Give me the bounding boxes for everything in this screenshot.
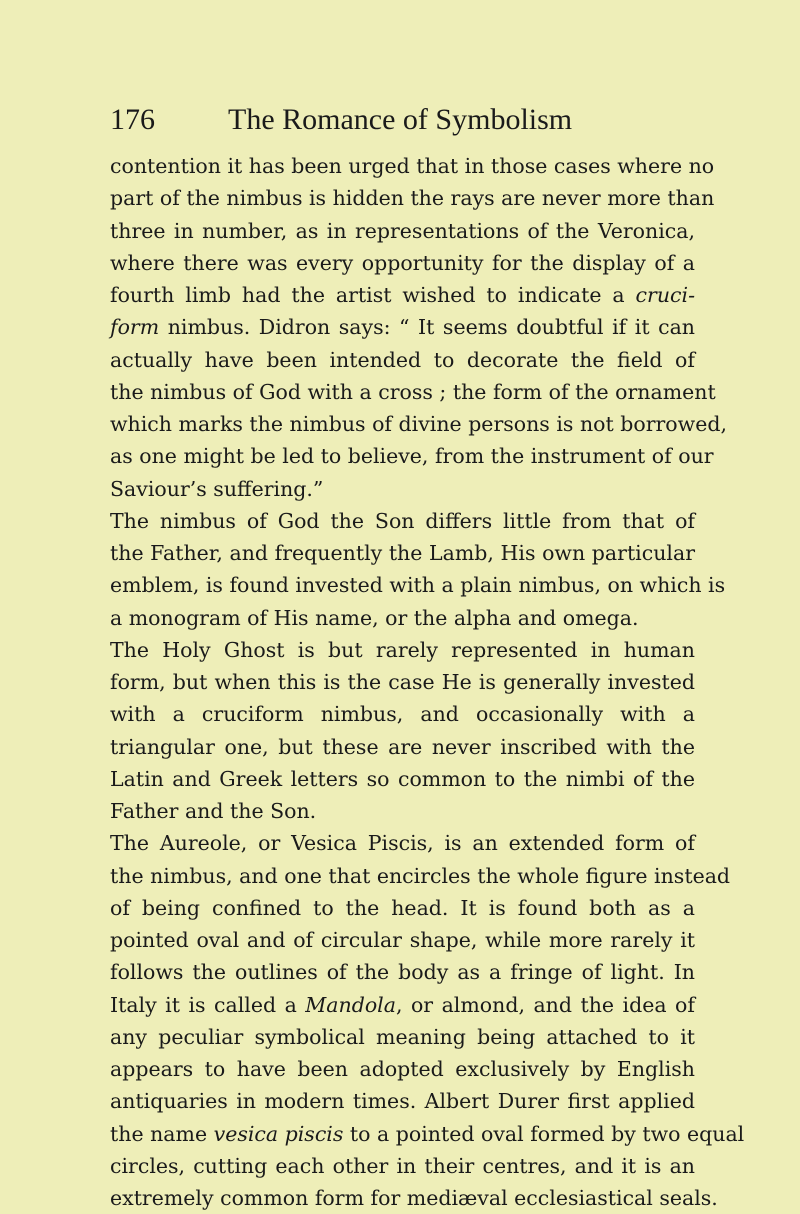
text-segment: which marks the nimbus of divine persons is not borrowed,: [110, 412, 727, 436]
text-line: [110, 666, 695, 698]
text-segment: actually have been intended to decorate the field of: [110, 347, 695, 372]
text-segment: contention it has been urged that in those cases where no: [110, 154, 715, 178]
text-line: [110, 344, 695, 376]
text-segment: to a pointed oval formed by two equal: [343, 1121, 745, 1146]
text-line: [110, 537, 695, 569]
text-line: [110, 473, 695, 505]
text-segment: circles, cutting each other in their centres, and it is an: [110, 1153, 695, 1178]
text-line: [110, 1182, 718, 1214]
text-line: [110, 698, 695, 730]
text-segment: The Holy Ghost is but rarely represented in human: [110, 637, 695, 662]
text-segment: follows the outlines of the body as a fringe of light. In: [110, 960, 695, 985]
text-line: [110, 247, 695, 279]
text-line: [110, 1021, 695, 1053]
paragraph: [110, 634, 695, 828]
italic-text: form: [110, 315, 160, 340]
text-line: [110, 827, 695, 859]
text-line: [110, 731, 695, 763]
text-line: [110, 924, 695, 956]
paragraph: [110, 150, 727, 505]
text-line: [110, 634, 695, 666]
text-segment: part of the nimbus is hidden the rays are never more than: [110, 186, 715, 211]
paragraph: [110, 505, 726, 634]
text-segment: pointed oval and of circular shape, while more rarely it: [110, 928, 695, 952]
text-line: [110, 602, 695, 634]
italic-text: cruci-: [635, 283, 695, 307]
text-line: [110, 763, 695, 795]
running-head: [110, 98, 710, 142]
italic-text: vesica piscis: [213, 1121, 344, 1146]
text-line: [110, 1150, 695, 1182]
text-line: [110, 215, 695, 247]
text-line: [110, 279, 695, 311]
page-number: 176: [110, 103, 155, 136]
text-line: [110, 892, 695, 924]
text-segment: the name: [110, 1121, 214, 1146]
text-line: [110, 1085, 695, 1117]
text-segment: three in number, as in representations of the Veronica,: [110, 218, 695, 243]
text-segment: fourth limb had the artist wished to indicate a: [110, 283, 636, 307]
text-segment: , or almond, and the idea of: [395, 992, 695, 1017]
text-line: [110, 989, 695, 1021]
text-segment: appears to have been adopted exclusively by English: [110, 1057, 695, 1081]
text-line: [110, 182, 715, 214]
text-line: [110, 505, 695, 537]
text-line: [110, 1118, 745, 1150]
text-segment: any peculiar symbolical meaning being attached to it: [110, 1024, 695, 1049]
text-segment: antiquaries in modern times. Albert Durer first applied: [110, 1089, 695, 1114]
text-line: [110, 440, 714, 472]
text-line: [110, 956, 695, 988]
text-segment: Saviour’s suffering.”: [110, 476, 324, 501]
text-segment: emblem, is found invested with a plain nimbus, on which is: [110, 573, 726, 598]
running-title: The Romance of Symbolism: [228, 103, 573, 136]
text-segment: Italy it is called a: [110, 992, 306, 1017]
italic-text: Mandola: [305, 992, 396, 1017]
text-segment: the nimbus of God with a cross ; the form of the ornament: [110, 379, 716, 404]
text-segment: the Father, and frequently the Lamb, His own particular: [110, 541, 695, 565]
text-segment: where there was every opportunity for the display of a: [110, 250, 695, 275]
text-line: [110, 860, 731, 892]
text-segment: the nimbus, and one that encircles the whole figure instead: [110, 863, 731, 888]
text-line: [110, 1053, 695, 1085]
text-line: [110, 569, 726, 601]
paragraph: [110, 827, 745, 1214]
text-segment: triangular one, but these are never inscribed with the: [110, 734, 695, 759]
text-line: [110, 408, 727, 440]
body-text: [110, 150, 745, 1214]
text-segment: Father and the Son.: [110, 799, 317, 823]
text-segment: as one might be led to believe, from the instrument of our: [110, 444, 714, 469]
text-segment: The Aureole, or Vesica Piscis, is an extended form of: [110, 831, 695, 856]
text-line: [110, 795, 695, 827]
text-segment: a monogram of His name, or the alpha and omega.: [110, 605, 639, 630]
text-segment: Latin and Greek letters so common to the nimbi of the: [110, 766, 695, 791]
text-segment: of being confined to the head. It is found both as a: [110, 895, 695, 920]
text-segment: extremely common form for mediæval ecclesiastical seals.: [110, 1186, 718, 1210]
text-line: [110, 376, 716, 408]
text-segment: nimbus. Didron says: “ It seems doubtful if it can: [159, 315, 695, 340]
text-line: [110, 311, 695, 343]
text-segment: The nimbus of God the Son differs little from that of: [110, 508, 695, 533]
text-line: [110, 150, 715, 182]
text-segment: form, but when this is the case He is generally invested: [110, 670, 695, 694]
text-segment: with a cruciform nimbus, and occasionally with a: [110, 702, 695, 727]
